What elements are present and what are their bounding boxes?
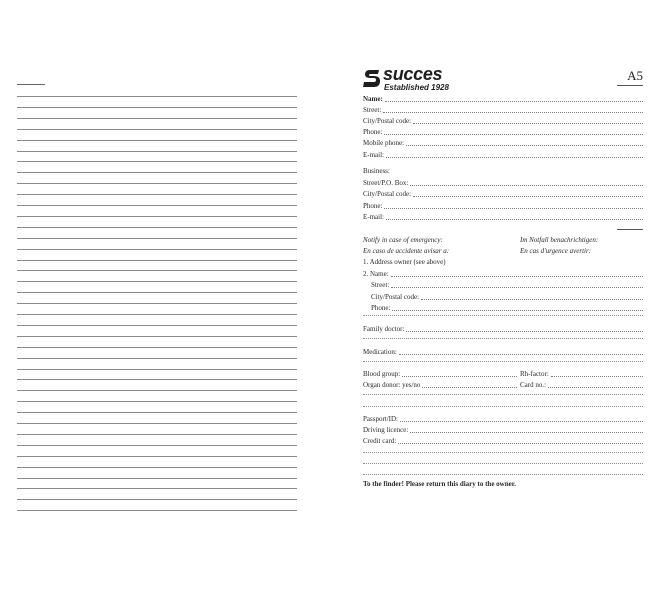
section-rule xyxy=(617,229,643,230)
phone-label: Phone: xyxy=(363,128,383,136)
blank-line[interactable] xyxy=(363,474,643,475)
emergency-city-field[interactable] xyxy=(371,290,643,301)
ruled-line[interactable] xyxy=(17,390,297,391)
ruled-line[interactable] xyxy=(17,303,297,304)
street-label: Street: xyxy=(363,106,382,114)
phone-field[interactable] xyxy=(363,125,643,136)
ruled-line[interactable] xyxy=(17,161,297,162)
ruled-line[interactable] xyxy=(17,151,297,152)
ruled-line[interactable] xyxy=(17,96,297,97)
emergency-street-field[interactable] xyxy=(371,278,643,289)
ruled-line[interactable] xyxy=(17,216,297,217)
emergency-street-label: Street: xyxy=(371,281,390,289)
blank-line[interactable] xyxy=(363,361,643,362)
ruled-line[interactable] xyxy=(17,467,297,468)
ruled-line[interactable] xyxy=(17,205,297,206)
passport-label: Passport/ID: xyxy=(363,415,398,423)
emergency-city-label: City/Postal code: xyxy=(371,293,420,301)
licence-label: Driving licence: xyxy=(363,426,409,434)
credit-card-label: Credit card: xyxy=(363,437,397,445)
business-phone-label: Phone: xyxy=(363,202,383,210)
business-city-field[interactable] xyxy=(363,187,643,198)
business-city-label: City/Postal code: xyxy=(363,190,412,198)
page-corner-tab xyxy=(17,84,45,85)
name-field[interactable] xyxy=(363,92,643,103)
ruled-line[interactable] xyxy=(17,292,297,293)
card-number-label: Card no.: xyxy=(520,381,547,389)
ruled-line[interactable] xyxy=(17,358,297,359)
blood-group-field[interactable] xyxy=(363,367,517,378)
ruled-line[interactable] xyxy=(17,270,297,271)
ruled-line[interactable] xyxy=(17,325,297,326)
city-label: City/Postal code: xyxy=(363,117,412,125)
ruled-line[interactable] xyxy=(17,369,297,370)
header-rule xyxy=(617,85,643,86)
notify-fr: En cas d'urgence avertir: xyxy=(520,247,592,255)
credit-card-field[interactable] xyxy=(363,434,643,445)
blank-line[interactable] xyxy=(363,338,643,339)
ruled-line[interactable] xyxy=(17,488,297,489)
passport-field[interactable] xyxy=(363,412,643,423)
ruled-line[interactable] xyxy=(17,118,297,119)
ruled-line[interactable] xyxy=(17,260,297,261)
blank-line[interactable] xyxy=(363,452,643,453)
notify-es: En caso de accidente avisar a: xyxy=(363,247,450,255)
email-field[interactable] xyxy=(363,148,643,159)
emergency-phone-field[interactable] xyxy=(371,301,643,312)
notify-en: Notify in case of emergency: xyxy=(363,236,443,244)
name-label: Name: xyxy=(363,95,383,103)
brand-tagline: Established 1928 xyxy=(384,83,449,92)
business-phone-field[interactable] xyxy=(363,199,643,210)
business-street-field[interactable] xyxy=(363,176,643,187)
ruled-line[interactable] xyxy=(17,478,297,479)
ruled-line[interactable] xyxy=(17,314,297,315)
ruled-line[interactable] xyxy=(17,227,297,228)
ruled-line[interactable] xyxy=(17,183,297,184)
ruled-line[interactable] xyxy=(17,249,297,250)
format-label: A5 xyxy=(627,68,643,83)
finder-note: To the finder! Please return this diary to the owner. xyxy=(363,480,516,488)
ruled-line[interactable] xyxy=(17,194,297,195)
ruled-line[interactable] xyxy=(17,336,297,337)
ruled-line[interactable] xyxy=(17,499,297,500)
ruled-line[interactable] xyxy=(17,129,297,130)
business-email-label: E-mail: xyxy=(363,213,384,221)
blank-line[interactable] xyxy=(363,406,643,407)
city-field[interactable] xyxy=(363,114,643,125)
rh-factor-label: Rh-factor: xyxy=(520,370,549,378)
ruled-line[interactable] xyxy=(17,107,297,108)
business-heading: Business: xyxy=(363,167,390,175)
brand-s-icon xyxy=(363,68,381,90)
mobile-field[interactable] xyxy=(363,136,643,147)
email-label: E-mail: xyxy=(363,151,384,159)
ruled-line[interactable] xyxy=(17,412,297,413)
brand-name: succes xyxy=(383,64,443,84)
emergency-name-field[interactable] xyxy=(363,267,643,278)
medication-label: Medication: xyxy=(363,348,397,356)
business-email-field[interactable] xyxy=(363,210,643,221)
card-number-field[interactable] xyxy=(520,378,643,389)
blank-line[interactable] xyxy=(363,394,643,395)
business-street-label: Street/P.O. Box: xyxy=(363,179,409,187)
organ-donor-label: Organ donor: yes/no xyxy=(363,381,421,389)
blood-group-label: Blood group: xyxy=(363,370,401,378)
ruled-line[interactable] xyxy=(17,347,297,348)
ruled-line[interactable] xyxy=(17,423,297,424)
emergency-phone-label: Phone: xyxy=(371,304,391,312)
ruled-line[interactable] xyxy=(17,510,297,511)
left-lined-page xyxy=(17,84,297,514)
emergency-name-label: 2. Name: xyxy=(363,270,389,278)
rh-factor-field[interactable] xyxy=(520,367,643,378)
blank-line[interactable] xyxy=(363,315,643,316)
street-field[interactable] xyxy=(363,103,643,114)
ruled-line[interactable] xyxy=(17,434,297,435)
ruled-line[interactable] xyxy=(17,379,297,380)
medication-field[interactable] xyxy=(363,345,643,356)
notify-de: Im Notfall benachrichtigen: xyxy=(520,236,599,244)
ruled-line[interactable] xyxy=(17,140,297,141)
ruled-line[interactable] xyxy=(17,238,297,239)
brand-logo xyxy=(363,64,473,92)
ruled-line[interactable] xyxy=(17,281,297,282)
emergency-option-1: 1. Address owner (see above) xyxy=(363,258,446,266)
ruled-line[interactable] xyxy=(17,401,297,402)
personal-info-page xyxy=(363,66,643,506)
ruled-line[interactable] xyxy=(17,456,297,457)
doctor-label: Family doctor: xyxy=(363,325,405,333)
blank-line[interactable] xyxy=(363,463,643,464)
mobile-label: Mobile phone: xyxy=(363,139,405,147)
ruled-line[interactable] xyxy=(17,172,297,173)
licence-field[interactable] xyxy=(363,423,643,434)
doctor-field[interactable] xyxy=(363,322,643,333)
ruled-line[interactable] xyxy=(17,445,297,446)
organ-donor-field[interactable] xyxy=(363,378,517,389)
